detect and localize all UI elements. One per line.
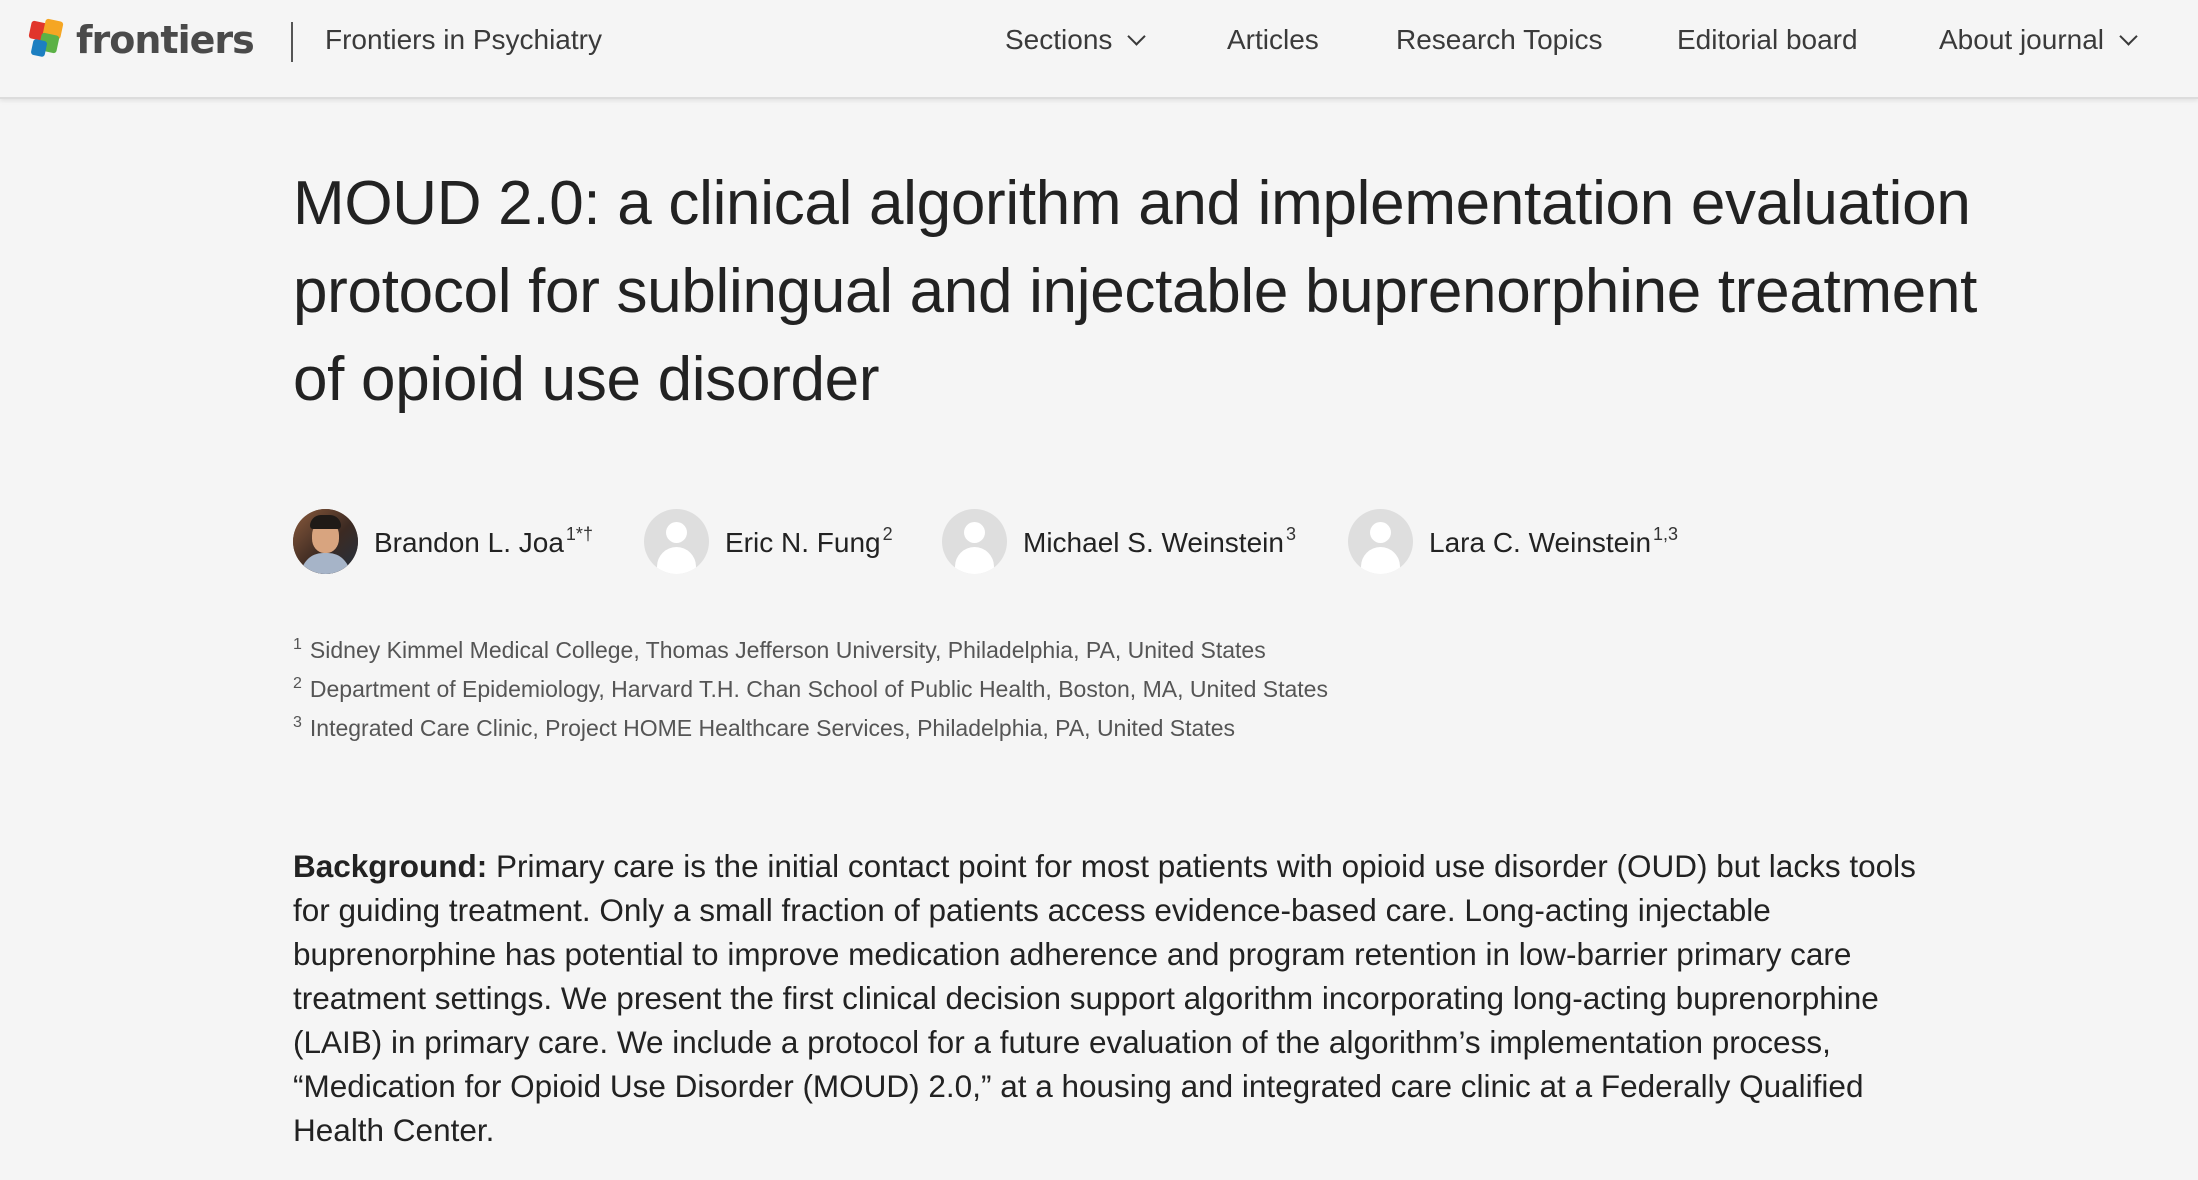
frontiers-logo[interactable] bbox=[28, 16, 254, 64]
header-divider bbox=[291, 22, 293, 62]
logo-text: frontiers bbox=[76, 18, 254, 62]
author-name: Michael S. Weinstein $^3$ bbox=[1023, 523, 1296, 558]
abstract-background bbox=[293, 844, 1933, 1152]
author-affiliation-sup: 1,3 bbox=[1653, 523, 1679, 544]
abstract-lead-label: Background: bbox=[293, 848, 488, 884]
nav-label: Editorial board bbox=[1677, 24, 1858, 55]
nav-label: Sections bbox=[1005, 24, 1113, 55]
author-eric-fung[interactable] bbox=[644, 508, 893, 574]
placeholder-person-icon bbox=[1348, 509, 1413, 574]
affiliation-list bbox=[293, 628, 1328, 745]
author-avatar-photo bbox=[293, 509, 358, 574]
affiliation-item: $^2$ Department of Epidemiology, Harvard T.H. Chan School of Public Health, Boston, MA, United States bbox=[293, 675, 1328, 702]
author-name: Lara C. Weinstein $^{1,3}$ bbox=[1429, 523, 1679, 558]
chevron-down-icon bbox=[1128, 27, 1146, 45]
author-affiliation-sup: 2 bbox=[882, 523, 893, 544]
top-navigation-bar bbox=[0, 0, 2198, 99]
author-brandon-joa[interactable] bbox=[293, 508, 593, 574]
chevron-down-icon bbox=[2119, 27, 2137, 45]
placeholder-person-icon bbox=[644, 509, 709, 574]
nav-label: Research Topics bbox=[1396, 24, 1603, 55]
nav-articles[interactable] bbox=[1227, 24, 1319, 56]
author-affiliation-sup: 3 bbox=[1285, 523, 1296, 544]
nav-about-journal[interactable] bbox=[1939, 24, 2135, 56]
frontiers-logo-icon bbox=[28, 18, 68, 62]
nav-label: About journal bbox=[1939, 24, 2105, 55]
author-lara-weinstein[interactable] bbox=[1348, 508, 1678, 574]
author-michael-weinstein[interactable] bbox=[942, 508, 1296, 574]
article-title: MOUD 2.0: a clinical algorithm and implementation evaluation protocol for sublingual and injectable buprenorphine treatment of opioid use disorder bbox=[293, 169, 1978, 414]
journal-name-link[interactable]: Frontiers in Psychiatry bbox=[325, 24, 602, 55]
nav-editorial-board[interactable] bbox=[1677, 24, 1858, 56]
author-affiliation-sup: 1*† bbox=[565, 523, 593, 544]
nav-sections[interactable] bbox=[1005, 24, 1143, 56]
placeholder-person-icon bbox=[942, 509, 1007, 574]
affiliation-item: $^3$ Integrated Care Clinic, Project HOME Healthcare Services, Philadelphia, PA, United States bbox=[293, 714, 1236, 741]
affiliation-item: $^1$ Sidney Kimmel Medical College, Thomas Jefferson University, Philadelphia, PA, United States bbox=[293, 636, 1266, 663]
author-name: Brandon L. Joa $^{1*\dagger}$ bbox=[374, 523, 593, 558]
author-name: Eric N. Fung $^2$ bbox=[725, 523, 893, 558]
author-list bbox=[293, 508, 2093, 574]
nav-research-topics[interactable] bbox=[1396, 24, 1602, 56]
nav-label: Articles bbox=[1227, 24, 1319, 55]
abstract-text: Primary care is the initial contact point for most patients with opioid use disorder (OUD) but lacks tools for guiding treatment. Only a small fraction of patients access evidence-based care. Long-acting injectable buprenorphine has potential to improve medication adherence and program retention in low-barrier primary care treatment settings. We present the first clinical decision support algorithm incorporating long-acting buprenorphine (LAIB) in primary care. We include a protocol for a future evaluation of the algorithm’s implementation process, “Medication for Opioid Use Disorder (MOUD) 2.0,” at a housing and integrated care clinic at a Federally Qualified Health Center. bbox=[293, 848, 1916, 1148]
